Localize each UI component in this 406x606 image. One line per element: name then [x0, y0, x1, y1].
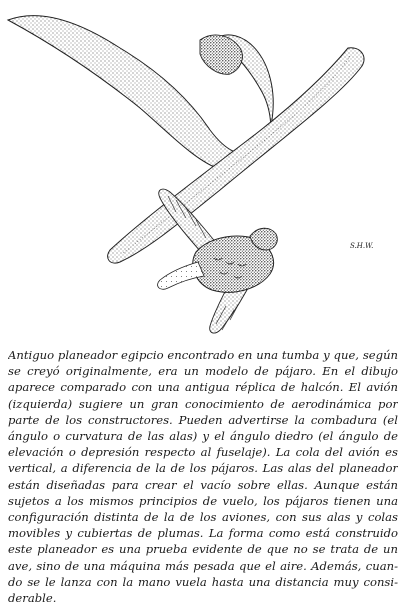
caption-line: Antiguo planeador egipcio encontrado en una tumba y que, según — [8, 348, 398, 362]
caption-line: ave, sino de una máquina más pesada que el aire. Además, cuan- — [8, 558, 398, 573]
caption-line: ángulo o curvatura de las alas) y el ángulo diedro (el ángulo de — [8, 429, 398, 444]
caption-line: configuración distinta de la de los aviones, con sus alas y colas — [8, 510, 398, 525]
caption-line: este planeador es una prueba evidente de que no se trata de un — [8, 542, 398, 557]
caption-line: movibles y cubiertas de plumas. La forma como está construido — [8, 526, 398, 541]
caption-line: do se le lanza con la mano vuela hasta una distancia muy consi- — [8, 574, 398, 589]
caption-line: vertical, a diferencia de la de los pájaros. Las alas del planeador — [8, 461, 398, 476]
artist-signature: S.H.W. — [350, 242, 374, 250]
caption-line: sujetos a los mismos principios de vuelo, los pájaros tienen una — [8, 493, 398, 508]
caption-line: (izquierda) sugiere un gran conocimiento de aerodinámica por — [8, 396, 398, 411]
figure-caption — [8, 347, 398, 606]
caption-line: aparece comparado con una antigua réplica de halcón. El avión — [8, 380, 398, 395]
caption-line: parte de los constructores. Pueden advertirse la combadura (el — [8, 412, 398, 427]
caption-line: elevación o depresión respecto al fuselaje). La cola del avión es — [8, 445, 398, 460]
falcon-drawing — [158, 189, 278, 333]
caption-line: se creyó originalmente, era un modelo de pájaro. En el dibujo — [8, 364, 398, 379]
caption-line: están diseñadas para crear el vacío sobre ellas. Aunque están — [8, 477, 398, 492]
caption-line: derable. — [8, 591, 57, 606]
